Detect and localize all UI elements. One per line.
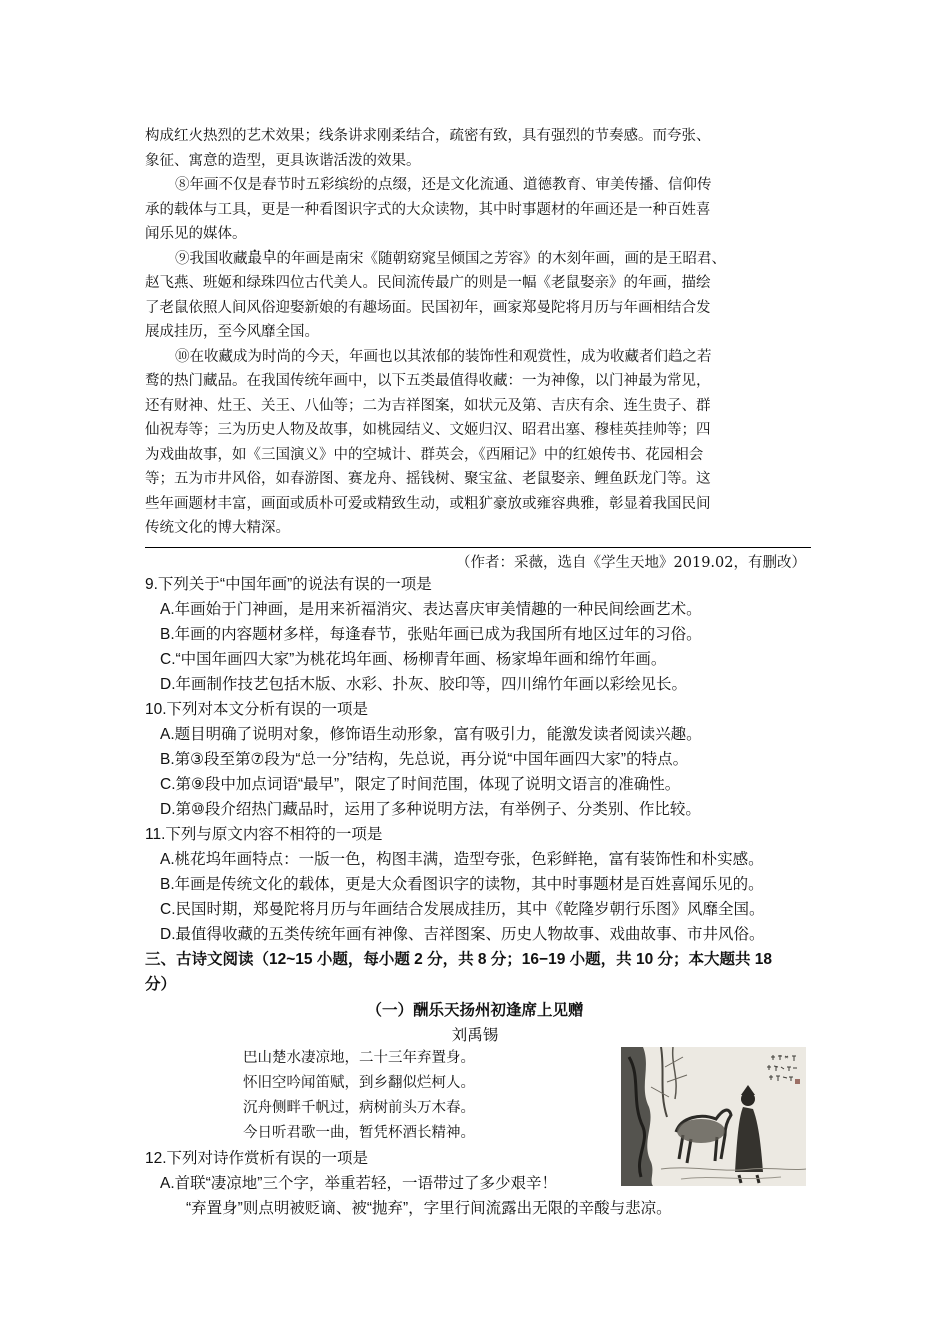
paragraph-9-text: ⑨我国收藏 <box>175 250 248 267</box>
question-11-option-d: D.最值得收藏的五类传统年画有神像、吉祥图案、历史人物故事、戏曲故事、市井风俗。 <box>160 926 765 943</box>
poem-line: 今日听君歌一曲，暂凭杯酒长精神。 <box>243 1125 475 1141</box>
ink-painting-icon <box>621 1047 806 1186</box>
ink-painting-image <box>621 1047 806 1186</box>
question-10: 10.下列对本文分析有误的一项是 <box>145 701 369 718</box>
paragraph-9-line: 赵飞燕、班姬和绿珠四位古代美人。民间流传最广的则是一幅《老鼠娶亲》的年画，描绘 <box>145 275 711 291</box>
section-3-heading: 三、古诗文阅读（12~15 小题，每小题 2 分，共 8 分；16−19 小题，共 10 分；本大题共 18 <box>145 951 773 968</box>
question-9-option-a: A.年画始于门神画，是用来祈福消灾、表达喜庆审美情趣的一种民间绘画艺术。 <box>160 601 702 618</box>
paragraph-10-line: 还有财神、灶王、关王、八仙等；二为吉祥图案，如状元及第、吉庆有余、连生贵子、群 <box>145 397 711 414</box>
reading-passage <box>145 124 811 541</box>
question-10-option-c: C.第⑨段中加点词语“最早”，限定了时间范围，体现了说明文语言的准确性。 <box>160 776 681 793</box>
paragraph-7-line: 象征、寓意的造型，更具诙谐活泼的效果。 <box>145 152 421 169</box>
paragraph-9-line: 展成挂历，至今风靡全国。 <box>145 324 319 340</box>
poem-author: 刘禹锡 <box>451 1027 499 1044</box>
question-10-option-b: B.第③段至第⑦段为“总一分”结构，先总说，再分说“中国年画四大家”的特点。 <box>160 751 689 768</box>
section-3-heading-cont: 分） <box>145 976 177 993</box>
question-11-option-a: A.桃花坞年画特点：一版一色，构图丰满，造型夸张，色彩鲜艳，富有装饰性和朴实感。 <box>160 851 764 868</box>
paragraph-8-line: 承的载体与工具，更是一种看图识字式的大众读物，其中时事题材的年画还是一种百姓喜 <box>145 201 711 218</box>
paragraph-10-line: 为戏曲故事，如《三国演义》中的空城计、群英会，《西厢记》中的红娘传书、花园相会 <box>145 446 704 463</box>
question-11: 11.下列与原文内容不相符的一项是 <box>145 826 383 843</box>
paragraph-9-line: 了老鼠依照人间风俗迎娶新娘的有趣场面。民国初年，画家郑曼陀将月历与年画相结合发 <box>145 299 711 316</box>
paragraph-10-line: 仙祝寿等；三为历史人物及故事，如桃园结义、文姬归汉、昭君出塞、穆桂英挂帅等；四 <box>145 422 711 438</box>
question-12: 12.下列对诗作赏析有误的一项是 <box>145 1150 369 1167</box>
emphasis-dot-char: 早 <box>262 250 277 267</box>
paragraph-7-line: 构成红火热烈的艺术效果；线条讲求刚柔结合，疏密有致，具有强烈的节奏感。而夸张、 <box>145 128 711 144</box>
question-9-option-d: D.年画制作技艺包括木版、水彩、扑灰、胶印等，四川绵竹年画以彩绘见长。 <box>160 676 688 693</box>
passage-source: （作者：采薇，选自《学生天地》2019.02，有删改） <box>456 555 806 571</box>
paragraph-9-text: 的年画是南宋《随朝窈窕呈倾国之芳容》的木刻年画，画的是王昭君、 <box>276 250 726 267</box>
paragraph-8-line: 闻乐见的媒体。 <box>145 226 247 242</box>
paragraph-8-line: ⑧年画不仅是春节时五彩缤纷的点缀，还是文化流通、道德教育、审美传播、信仰传 <box>175 177 712 193</box>
poem-line: 巴山楚水凄凉地，二十三年弃置身。 <box>243 1050 475 1066</box>
paragraph-10-line: 鹜的热门藏品。在我国传统年画中，以下五类最值得收藏：一为神像，以门神最为常见， <box>145 373 711 389</box>
question-10-option-a: A.题目明确了说明对象，修饰语生动形象，富有吸引力，能激发读者阅读兴趣。 <box>160 726 702 743</box>
paragraph-10-line: ⑩在收藏成为时尚的今天，年画也以其浓郁的装饰性和观赏性，成为收藏者们趋之若 <box>175 348 712 365</box>
paragraph-10-line: 传统文化的博大精深。 <box>145 520 290 536</box>
question-12-option-a-cont: “弃置身”则点明被贬谪、被“抛弃”，字里行间流露出无限的辛酸与悲凉。 <box>186 1200 672 1217</box>
question-12-option-a: A.首联“凄凉地”三个字，举重若轻，一语带过了多少艰辛！ <box>160 1175 557 1192</box>
paragraph-9-line <box>145 247 811 272</box>
emphasis-dot-char: 最 <box>247 250 262 267</box>
poem-line: 怀旧空吟闻笛赋，到乡翻似烂柯人。 <box>243 1075 475 1091</box>
passage-divider <box>145 547 811 548</box>
poem-line: 沉舟侧畔千帆过，病树前头万木春。 <box>243 1100 475 1116</box>
question-11-option-c: C.民国时期，郑曼陀将月历与年画结合发展成挂历，其中《乾隆岁朝行乐图》风靡全国。 <box>160 901 765 918</box>
question-9-option-c: C.“中国年画四大家”为桃花坞年画、杨柳青年画、杨家埠年画和绵竹年画。 <box>160 651 667 668</box>
question-9: 9.下列关于“中国年画”的说法有误的一项是 <box>145 576 432 593</box>
question-9-option-b: B.年画的内容题材多样，每逢春节，张贴年画已成为我国所有地区过年的习俗。 <box>160 626 702 643</box>
paragraph-10-line: 些年画题材丰富，画面或质朴可爱或精致生动，或粗犷豪放或雍容典雅，彰显着我国民间 <box>145 495 711 512</box>
question-10-option-d: D.第⑩段介绍热门藏品时，运用了多种说明方法，有举例子、分类别、作比较。 <box>160 801 701 818</box>
paragraph-10-line: 等；五为市井风俗，如春游图、赛龙舟、摇钱树、聚宝盆、老鼠娶亲、鲤鱼跃龙门等。这 <box>145 471 711 487</box>
question-11-option-b: B.年画是传统文化的载体，更是大众看图识字的读物，其中时事题材是百姓喜闻乐见的。 <box>160 876 764 893</box>
poem-title: （一）酬乐天扬州初逢席上见赠 <box>366 1002 584 1019</box>
